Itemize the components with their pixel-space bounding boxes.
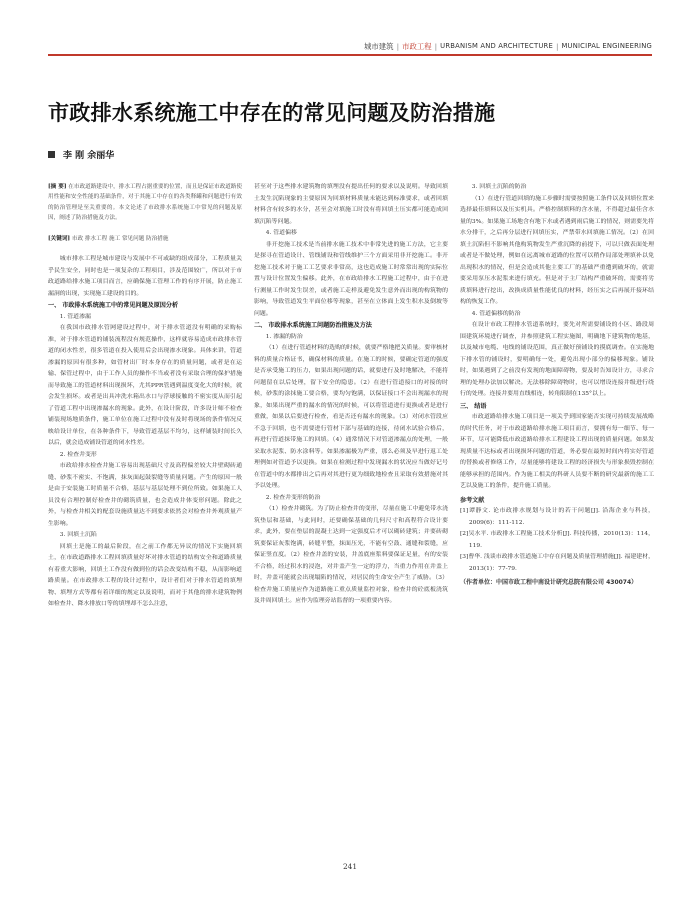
abstract-text: 在市政道路建设中，排水工程占据重要的位置，而且是保证市政道路使用性能和安全性能的基础条件，对于其施工中存在的各类释罐和问题进行有效的防治管理是至关重要的。本文论述了市政排水系统施工中常见的问题及原因，阐述了防治措施及方法。 [48,184,242,222]
paragraph-conclusion: 市政道路给排水施工项目是一项关乎到国家能否实现可持续发展战略的时代任务，对于市政道路给排水施工项目而言，要拥有每一细节、每一环节，尽可能降低市政道路给排水工程建设工程出现的质量问题。如果发现质量不达标或者出现损坏问题的管道，务必要在最短时间内将实好管道的替换或者修缮工作，尽量能够将建设工程的经济损失与形象损毁控制在能够承担的范围内。作为施工相关的科研人员要不断的研究最新的施工工艺以及施工的条件，提升施工质量。 [460,414,654,489]
column-left [48,182,242,611]
subheading-well-prevention: 2. 检查井变形的防治 [265,494,321,501]
author-affiliation: （作者单位：中国市政工程中南设计研究总院有限公司 430074） [460,579,638,586]
header-english-left: URBANISM AND ARCHITECTURE [440,42,553,50]
subheading-offset-prevention: 4. 管道偏移的防治 [471,310,521,317]
header-divider: | [434,41,438,51]
column-right [460,182,654,589]
references-heading: 参考文献 [460,496,485,504]
paragraph-leakage: 在我国市政排水管网建设过程中，对于排水管道没有明确的采购标准，对于排水管道的铺装流程没有规范操作，这样就容易造成市政排水管道的闭水性差，很多管道在投入使用后会出现渗水现象。具体来讲，管道渗漏的原因有很多种，如管材出厂时本身存在的质量问题，或者是在运输、保管过程中，由于工作人员的操作不当或者没有采取合理的保护措施而导致施工的管道材料出现损坏，尤其PPR管遇到温度变化大的时候，就会发生损坏。或者是出具冲洗水箱出水口与浮球接触的不密实度从而引起了管道工程中出现渗漏水的现象。此外，在设计阶段，许多设计师不检查铺装现场地质条件，施工单位在施工过程中没有及时将现场的条件情况反映给设计单位，在各种条件下，导致管道基层不均匀，这样铺装时间长久以后，就会造成铺设管道的闭水性差。 [48,325,242,447]
subheading-backfill: 3. 回填土沉陷 [59,532,97,539]
section-heading-1: 一、 市政排水系统施工中的常见问题及原因分析 [48,302,179,310]
subheading-well-deformation: 2. 检查井变形 [59,451,97,458]
column-middle [254,182,448,608]
header-section: 城市建筑 [363,41,394,51]
header-current-section: 市政工程 [402,41,432,51]
abstract-label: [摘 要] [48,184,67,190]
author-names: 李 刚 余丽华 [63,151,115,161]
paragraph-intro: 城市排水工程是城市建设与发展中不可或缺的组成部分，工程质量关乎民生安全，同时也是一项复杂的工程项目，涉及范围较广，所以对于市政道路给排水施工项目而言，应确保施工管理工作的有序开展，防止施工漏洞的出现，实现施工建设的目的。 [48,256,242,297]
author-marker-icon [48,151,55,158]
header-english-right: MUNICIPAL ENGINEERING [561,42,652,50]
paragraph-backfill-prevention: （1）在进行管道回填的施工步骤时需要按照施工条件以及回填位置来选择最佳填料以及压实机具。严格控制填料的含水量，不得超过最佳含水量的3%。如果施工场地含有地下水或者遇到雨后施工的情况，则需要先将水分排干，之后再分层进行回填压实，严禁带水回填施工情况。（2）在回填土沉陷但不影响其他构筑物发生严重沉降的前提下，可以只做表面处理或者是不做处理，例如在远离城市道路的位置可以稍作局部处理填补以免出现积水的情况，但是会造成其他主要工厂的基础严重遭到破坏的，就需要采用泵压水泥浆来进行填充。但是对于主厂结构严重破坏的，需要将劣质填料进行挖出，改换成质量性能优良的材料，经压实之后再展开接环结构的恢复工作。 [460,195,654,305]
page-number: 241 [342,862,358,871]
reference-item: [2]吴水平. 市政排水工程施工技术分析[J]. 科技传播，2010(13)：114，119. [460,531,654,549]
paragraph-pipe-offset: 非开挖施工技术是当前排水施工技术中非常先进的施工方法，它主要是探寻在管道设计、管线铺设和管线维护三个方面采用非开挖施工。非开挖施工技术对于施工工艺要求非常高，这也造成施工时常常出现的实际位置与设计位置发生偏移。此外，在市政给排水工程施工过程中，由于在进行测量工作时发生误差，或者施工走样及避免发生意外而出现的构筑物的影响，导致管道发生平面位移等现象，甚至在立体面上发生积水及倒坡等问题。 [254,241,448,317]
section-heading-2: 二、 市政排水系统施工问题防治措施及方法 [254,322,372,329]
reference-item: [3]曹华. 浅谈市政排水管道施工中存在问题及质量管理措施[J]. 福建建材，2013(1)：77-79. [460,554,654,572]
paragraph-backfill-cont: 甚至对于这些排水建筑物的填埋没有提出任何的要求以及说明。导致回填土发生沉陷现象的主要原因为回填材料质量未能达到标准要求，或者回填材料含有较多的水分，甚至会对填施工时没有将回填土压实都可能造成回填沉陷等问题。 [254,184,448,225]
paragraph-leak-prevention: （1）在进行管道材料的选购的时候，就要严格地把关质量。要审核材料的质量合格证书，确保材料的质量。在施工的时候，要确定管道的强度是否承受施工的压力，如果出现问题的话，就要进行及时地解决，不能将问题留在以后处理，留下安全的隐患。（2）在进行管道接口的对接的时候，砂浆的涂抹施工要合格，要均匀饱满，以保证接口不会出现漏水的现象，如果出现严重的漏水的情况的时候，可以将管道进行更换或者是进行重做，如果以后要进行检查，看是否还有漏水的现象。（3）对闭水管段应不急于回填，也不需要进行管材下部与基础的连接，待闭水试验合格后，再进行管道抹带施工的回填。（4）通常情况下对管道渗漏点的处理，一般采取水泥浆、防水涂料等。如果渗漏极为严重，那么必须及早进行返工处理例如对管道予以更换。如果在检测过程中发现漏水的状况应当做好记号在管道中的水都排出之后再对其进行更为细致地检查且采取有效措施对其予以处理。 [254,345,448,489]
paragraph-well-deformation: 市政给排水检查井施工容易出现基础尺寸及高程偏差较大井壁砌砖通缝、砂浆不密实、不饱满，抹灰面起鼓裂缝等质量问题。产生的原因一般是由于安装施工时质量不合格，基层与基层处理不到位所致。如果施工人员没有合理控制好检查井的砌筑质量，也会造成井体变形问题。除此之外，与检查井相关的配套设施质量达不到要求依然会对检查井外观质量产生影响。 [48,463,242,527]
paragraph-backfill: 回填土是施工的最后阶段，在之前工作都无异议的情况下实施回填土，在市政道路排水工程回填质量好坏对排水管道的结构安全和道路质量有着重大影响，回填土工作没有做到位的话会改变结构不稳，从而影响道路质量。在市政排水工程的设计过程中，设计者们对于排水管道的填埋物、填埋方式等都有着详细的规定以及说明，而对于其他的排水建筑物例如检查井、降水排放口等的填埋却不怎么注意， [48,543,242,608]
keywords-label: [关键词] [48,235,71,242]
subheading-backfill-prevention: 3. 回填土沉陷的防治 [471,184,527,190]
header-divider: | [555,41,559,51]
section-heading-3: 三、 结语 [460,402,487,410]
paragraph-well-prevention: （1）检查井砌筑。为了防止检查井的变形，尽量在施工中避免带水浇筑垫层和基础，与此同时，还要确保基础的几何尺寸和高程符合设计要求，此外，要在垫层的混凝土达到一定强度后才可以砌砖建筑；并要砖砌筑要保证灰浆饱满，砖缝平整，抹面压光，不能有空鼓、通缝和裂缝，应保证竖直度。（2）检查井盖的安装，井盖底座浆料要保证足量，有的安装不合格，经过积水的浸泡，对井盖产生一定的浮力，当重力作用在井盖上时，井盖可能就会出现塌陷的情况，对居民的生命安全产生了威胁。（3）检查井施工质量应作为道路施工重点质量监控对象，检查井的砼底板浇筑及井周回填土。应作为监理旁站监督的一项重要内容。 [254,506,448,604]
keywords-text: 市政 排水工程 施工 常见问题 防治措施 [71,235,169,242]
subheading-leak-prevention: 1. 渗漏的防治 [265,333,303,340]
article-title: 市政排水系统施工中存在的常见问题及防治措施 [48,101,496,125]
keywords [48,234,242,244]
reference-item: [1]谭静文. 论市政排水规划与设计的若干问题[J]. 沿海企业与科技，2009(6)：111-112. [460,508,654,526]
subheading-leakage: 1. 管道渗漏 [59,313,91,320]
abstract [48,182,242,224]
paragraph-offset-prevention: 在设计市政工程排水管道系统时，要先对所需要铺设的小区、路段周围建筑环境进行调查，并参照建筑工程实施图，明确地下建筑物的地基，以及城市电缆、电线的铺设范围，真正做好预铺设的摸底调查。在实施地下排水管的铺设时，要明确每一处，避免出现小部分的偏移现象。铺设时，如果遇到了之前没有发现的地面障碍物，要及时告知设计方，寻求合理的处理办法加以解决。无法移除障碍物时，也可以增设连接井级进行绕行的处理。连接井要用直线相连，转角限制在135°以上。 [460,322,654,397]
journal-header [364,40,652,52]
subheading-pipe-offset: 4. 管道偏移 [265,230,297,236]
header-divider: | [396,41,400,51]
author-line [48,148,114,161]
header-rule [48,54,652,56]
